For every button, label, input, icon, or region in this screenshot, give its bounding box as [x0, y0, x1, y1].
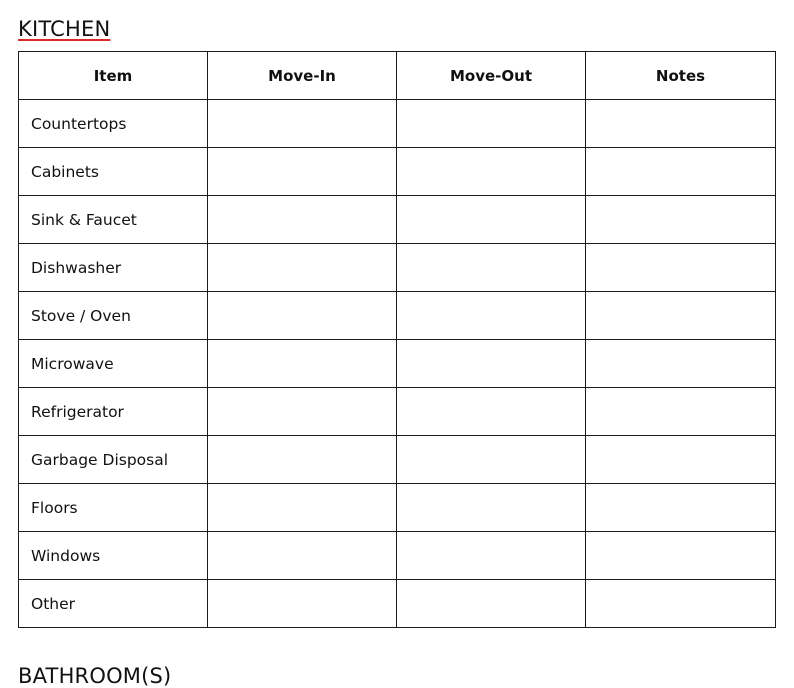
move-in-cell[interactable] — [208, 292, 397, 340]
item-cell: Floors — [19, 484, 208, 532]
notes-cell[interactable] — [586, 484, 776, 532]
move-in-cell[interactable] — [208, 388, 397, 436]
move-out-cell[interactable] — [397, 148, 586, 196]
move-out-cell[interactable] — [397, 340, 586, 388]
move-in-cell[interactable] — [208, 484, 397, 532]
notes-cell[interactable] — [586, 100, 776, 148]
move-out-cell[interactable] — [397, 532, 586, 580]
item-cell: Countertops — [19, 100, 208, 148]
move-in-cell[interactable] — [208, 196, 397, 244]
notes-cell[interactable] — [586, 244, 776, 292]
item-cell: Microwave — [19, 340, 208, 388]
move-out-cell[interactable] — [397, 388, 586, 436]
item-cell: Windows — [19, 532, 208, 580]
item-cell: Dishwasher — [19, 244, 208, 292]
item-cell: Other — [19, 580, 208, 628]
notes-cell[interactable] — [586, 580, 776, 628]
notes-cell[interactable] — [586, 388, 776, 436]
table-row — [19, 148, 776, 196]
move-out-cell[interactable] — [397, 580, 586, 628]
move-in-cell[interactable] — [208, 340, 397, 388]
kitchen-section-title: KITCHEN — [18, 17, 111, 41]
kitchen-checklist-table — [18, 51, 776, 628]
table-row — [19, 244, 776, 292]
item-cell: Stove / Oven — [19, 292, 208, 340]
table-row — [19, 580, 776, 628]
bathroom-section-title: BATHROOM(S) — [18, 664, 172, 688]
move-out-cell[interactable] — [397, 292, 586, 340]
header-notes: Notes — [586, 52, 776, 100]
move-in-cell[interactable] — [208, 148, 397, 196]
move-in-cell[interactable] — [208, 532, 397, 580]
notes-cell[interactable] — [586, 292, 776, 340]
table-row — [19, 340, 776, 388]
move-out-cell[interactable] — [397, 436, 586, 484]
table-row — [19, 388, 776, 436]
table-row — [19, 100, 776, 148]
move-out-cell[interactable] — [397, 244, 586, 292]
move-in-cell[interactable] — [208, 436, 397, 484]
move-out-cell[interactable] — [397, 100, 586, 148]
table-row — [19, 436, 776, 484]
table-header-row — [19, 52, 776, 100]
header-move-in: Move-In — [208, 52, 397, 100]
item-cell: Garbage Disposal — [19, 436, 208, 484]
notes-cell[interactable] — [586, 436, 776, 484]
move-in-cell[interactable] — [208, 244, 397, 292]
notes-cell[interactable] — [586, 196, 776, 244]
move-out-cell[interactable] — [397, 196, 586, 244]
move-in-cell[interactable] — [208, 100, 397, 148]
notes-cell[interactable] — [586, 148, 776, 196]
notes-cell[interactable] — [586, 532, 776, 580]
header-item: Item — [19, 52, 208, 100]
header-move-out: Move-Out — [397, 52, 586, 100]
item-cell: Refrigerator — [19, 388, 208, 436]
item-cell: Cabinets — [19, 148, 208, 196]
table-row — [19, 532, 776, 580]
move-out-cell[interactable] — [397, 484, 586, 532]
move-in-cell[interactable] — [208, 580, 397, 628]
table-row — [19, 196, 776, 244]
item-cell: Sink & Faucet — [19, 196, 208, 244]
table-row — [19, 484, 776, 532]
table-row — [19, 292, 776, 340]
notes-cell[interactable] — [586, 340, 776, 388]
